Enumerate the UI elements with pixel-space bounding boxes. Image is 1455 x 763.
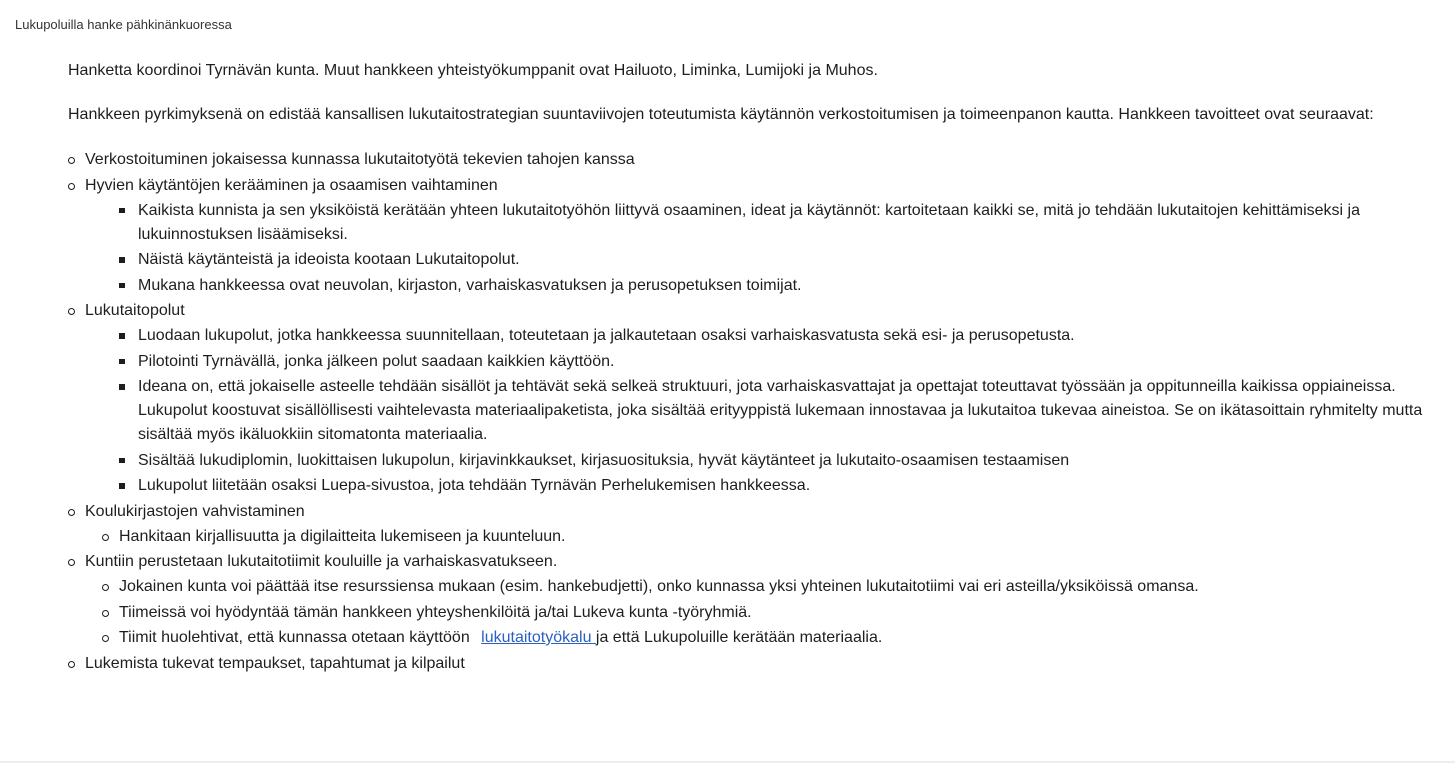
goals-list: [68, 148, 1440, 676]
list-item-text: Kuntiin perustetaan lukutaitotiimit kouluille ja varhaiskasvatukseen.: [85, 553, 558, 571]
list-item-text: Lukutaitopolut: [85, 302, 185, 320]
sublist-item-text-before: Tiimit huolehtivat, että kunnassa otetaan käyttöön: [119, 628, 475, 646]
sublist-item: [119, 626, 1440, 650]
sublist-item-text: Mukana hankkeessa ovat neuvolan, kirjaston, varhaiskasvatuksen ja perusopetuksen toimijat.: [138, 276, 802, 294]
sublist-item: [138, 474, 1440, 498]
list-item: [85, 299, 1440, 498]
list-item: [85, 148, 1440, 172]
square-bullet-icon: [119, 283, 125, 289]
article-content: [68, 59, 1440, 677]
lukutaitotyokalu-link[interactable]: lukutaitotyökalu: [481, 628, 596, 646]
sublist-item: [138, 248, 1440, 272]
sublist-item: [138, 274, 1440, 298]
sublist: [85, 575, 1440, 650]
circle-bullet-icon: [102, 534, 109, 541]
sublist-item-text: Hankitaan kirjallisuutta ja digilaitteita lukemiseen ja kuunteluun.: [119, 527, 566, 545]
sublist-item-text: Lukupolut liitetään osaksi Luepa-sivustoa, jota tehdään Tyrnävän Perhelukemisen hankkeessa.: [138, 477, 811, 495]
sublist: [85, 525, 1440, 549]
circle-bullet-icon: [102, 610, 109, 617]
circle-bullet-icon: [68, 157, 75, 164]
list-item: [85, 174, 1440, 298]
circle-bullet-icon: [68, 661, 75, 668]
circle-bullet-icon: [68, 559, 75, 566]
circle-bullet-icon: [102, 635, 109, 642]
page-title: Lukupoluilla hanke pähkinänkuoressa: [15, 17, 232, 32]
list-item: [85, 550, 1440, 650]
list-item-text: Koulukirjastojen vahvistaminen: [85, 502, 305, 520]
square-bullet-icon: [119, 333, 125, 339]
intro-paragraph: Hanketta koordinoi Tyrnävän kunta. Muut hankkeen yhteistyökumppanit ovat Hailuoto, Liminka, Lumijoki ja Muhos.: [68, 62, 878, 79]
sublist-item-text: Pilotointi Tyrnävällä, jonka jälkeen polut saadaan kaikkien käyttöön.: [138, 352, 615, 370]
square-bullet-icon: [119, 483, 125, 489]
list-item: [85, 500, 1440, 549]
circle-bullet-icon: [102, 584, 109, 591]
sublist-item-text: Ideana on, että jokaiselle asteelle tehdään sisällöt ja tehtävät sekä selkeä struktuuri, jota varhaiskasvattajat ja opettajat toteuttavat työssään ja oppitunneilla kaikissa oppiaineissa. Lukupolut koostuvat sisällöllisesti vaihtelevasta materiaalipaketista, joka sisältää erityyppistä lukemaan innostavaa ja lukutaitoa tukevaa aineistoa. Se on ikätasoittain ryhmitelty mutta sisältää myös ikäluokkiin sitomatonta materiaalia.: [138, 378, 1423, 444]
square-bullet-icon: [119, 257, 125, 263]
sublist-item: [138, 350, 1440, 374]
sublist: [85, 324, 1440, 498]
goals-paragraph: Hankkeen pyrkimyksenä on edistää kansallisen lukutaitostrategian suuntaviivojen toteutumista käytännön verkostoitumisen ja toimeenpanon kautta. Hankkeen tavoitteet ovat seuraavat:: [68, 106, 1374, 123]
sublist-item: [138, 449, 1440, 473]
sublist-item: [138, 199, 1440, 247]
sublist-item-text: Luodaan lukupolut, jotka hankkeessa suunnitellaan, toteutetaan ja jalkautetaan osaksi varhaiskasvatusta sekä esi- ja perusopetusta.: [138, 327, 1075, 345]
square-bullet-icon: [119, 359, 125, 365]
circle-bullet-icon: [68, 509, 75, 516]
circle-bullet-icon: [68, 183, 75, 190]
square-bullet-icon: [119, 384, 125, 390]
sublist-item-text-after: ja että Lukupoluille kerätään materiaalia.: [595, 628, 883, 646]
sublist-item: [119, 525, 1440, 549]
sublist-item: [119, 575, 1440, 599]
sublist: [85, 199, 1440, 298]
square-bullet-icon: [119, 458, 125, 464]
sublist-item: [119, 601, 1440, 625]
sublist-item-text: Näistä käytänteistä ja ideoista kootaan Lukutaitopolut.: [138, 251, 520, 269]
list-item-text: Hyvien käytäntöjen kerääminen ja osaamisen vaihtaminen: [85, 176, 498, 194]
square-bullet-icon: [119, 208, 125, 214]
sublist-item-text: Jokainen kunta voi päättää itse resurssiensa mukaan (esim. hankebudjetti), onko kunnassa yksi yhteinen lukutaitotiimi vai eri asteilla/yksiköissä omansa.: [119, 578, 1199, 596]
sublist-item: [138, 375, 1440, 447]
list-item-text: Lukemista tukevat tempaukset, tapahtumat ja kilpailut: [85, 654, 465, 672]
circle-bullet-icon: [68, 308, 75, 315]
sublist-item-text: Tiimeissä voi hyödyntää tämän hankkeen yhteyshenkilöitä ja/tai Lukeva kunta -työryhmiä.: [119, 603, 752, 621]
sublist-item: [138, 324, 1440, 348]
sublist-item-text: Kaikista kunnista ja sen yksiköistä kerätään yhteen lukutaitotyöhön liittyvä osaaminen, ideat ja käytännöt: kartoitetaan kaikki se, mitä jo tehdään lukutaitojen kehittämiseksi ja lukuinnostuksen lisäämiseksi.: [138, 201, 1361, 243]
list-item: [85, 652, 1440, 676]
list-item-text: Verkostoituminen jokaisessa kunnassa lukutaitotyötä tekevien tahojen kanssa: [85, 151, 635, 168]
sublist-item-text: Sisältää lukudiplomin, luokittaisen lukupolun, kirjavinkkaukset, kirjasuosituksia, hyvät käytänteet ja lukutaito-osaamisen testaamisen: [138, 451, 1070, 469]
